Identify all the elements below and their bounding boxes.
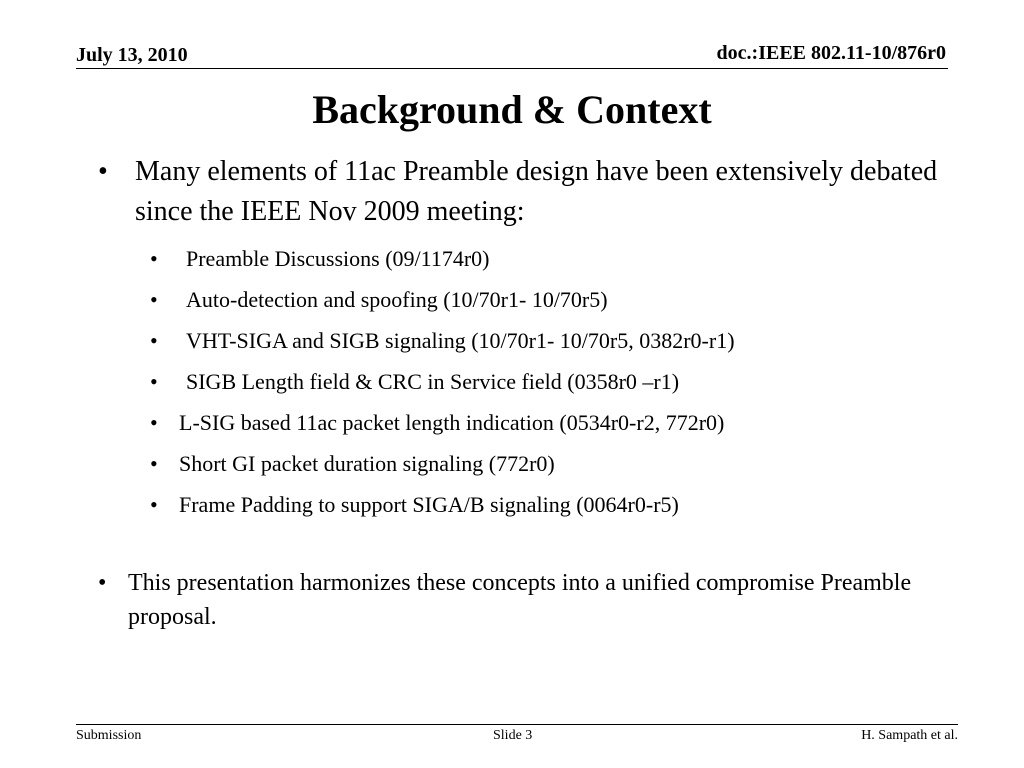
header-doc-id: doc.:IEEE 802.11-10/876r0 xyxy=(716,42,946,64)
footer-divider xyxy=(76,724,958,725)
bullet-main-1-text: Many elements of 11ac Preamble design have been extensively debated since the IEEE Nov 2009 meeting: xyxy=(135,156,938,227)
sub-bullet-item xyxy=(150,238,950,279)
bullet-main-1 xyxy=(98,152,958,232)
bullet-main-2-text: This presentation harmonizes these concepts into a unified compromise Preamble proposal. xyxy=(128,570,912,630)
sub-bullet-text: L-SIG based 11ac packet length indication (0534r0-r2, 772r0) xyxy=(179,410,725,435)
sub-bullet-text: VHT-SIGA and SIGB signaling (10/70r1- 10/70r5, 0382r0-r1) xyxy=(186,328,735,353)
sub-bullet-item xyxy=(150,484,950,525)
bullet-dot-icon: • xyxy=(150,287,158,312)
sub-bullet-item xyxy=(150,279,950,320)
bullet-dot-icon: • xyxy=(150,492,158,517)
bullet-dot-icon: • xyxy=(150,410,158,435)
footer-author: H. Sampath et al. xyxy=(861,728,958,743)
bullet-dot-icon: • xyxy=(150,246,158,271)
sub-bullet-item xyxy=(150,443,950,484)
footer-slide-number: Slide 3 xyxy=(493,728,533,743)
sub-bullet-text: SIGB Length field & CRC in Service field (0358r0 –r1) xyxy=(186,369,680,394)
sub-bullet-text: Auto-detection and spoofing (10/70r1- 10/70r5) xyxy=(186,287,608,312)
sub-bullet-text: Frame Padding to support SIGA/B signaling (0064r0-r5) xyxy=(179,492,679,517)
sub-bullet-list xyxy=(150,238,950,525)
sub-bullet-item xyxy=(150,320,950,361)
footer-submission: Submission xyxy=(76,728,142,743)
sub-bullet-text: Short GI packet duration signaling (772r0) xyxy=(179,451,555,476)
header-date: July 13, 2010 xyxy=(76,44,188,66)
bullet-dot-icon: • xyxy=(150,328,158,353)
sub-bullet-item xyxy=(150,361,950,402)
sub-bullet-text: Preamble Discussions (09/1174r0) xyxy=(186,246,490,271)
bullet-dot-icon: • xyxy=(150,451,158,476)
sub-bullet-item xyxy=(150,402,950,443)
header-divider xyxy=(76,68,948,69)
slide-title: Background & Context xyxy=(312,87,712,132)
bullet-main-2 xyxy=(98,566,958,634)
bullet-dot-icon: • xyxy=(150,369,158,394)
